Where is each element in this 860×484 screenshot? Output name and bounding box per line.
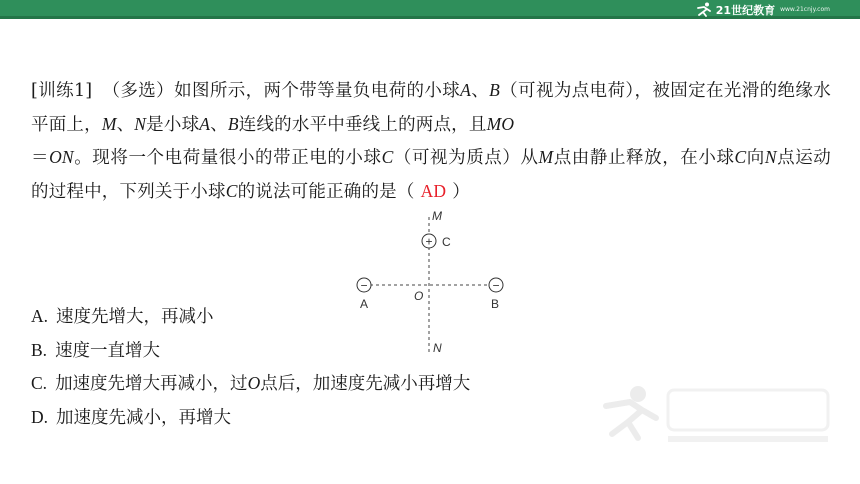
exercise-tag: [训练1]	[31, 81, 93, 101]
option-letter: A.	[31, 306, 49, 326]
var-N: N	[134, 113, 147, 134]
question-text: 的说法可能正确的是（	[237, 181, 415, 202]
runner-logo-icon	[695, 2, 713, 17]
var-B: B	[489, 80, 500, 100]
var-C: C	[225, 180, 238, 201]
question-text: 点由静止释放，在小球	[553, 148, 735, 168]
brand-watermark	[598, 380, 833, 450]
var-M: M	[538, 147, 554, 167]
var-M: M	[101, 113, 117, 134]
var-C: C	[734, 147, 747, 167]
plus-sign: +	[425, 234, 433, 249]
question-text: 连线的水平中垂线上的两点，且	[238, 114, 487, 135]
brand-logo	[695, 1, 830, 18]
question-type: （多选）	[102, 81, 175, 101]
option-letter: B.	[31, 339, 48, 360]
watermark-wordmark-box	[668, 390, 828, 430]
question-text: ）	[452, 181, 470, 202]
minus-sign: −	[492, 278, 500, 293]
var-N: N	[764, 147, 777, 167]
label-O: O	[414, 289, 424, 303]
question-text: （可视为点电荷），被固定在光滑的绝缘水平面上，	[31, 81, 831, 135]
option-list	[31, 300, 470, 434]
option-text: 加速度先减小，再增大	[56, 407, 232, 428]
option-b	[31, 334, 470, 368]
minus-sign: −	[360, 278, 368, 293]
var-B: B	[227, 113, 239, 134]
option-text: 速度先增大，再减小	[56, 307, 214, 327]
option-d	[31, 401, 470, 435]
question-text: 、	[116, 114, 135, 135]
question-text: 、	[210, 114, 228, 135]
question-text: （可视为质点）从	[393, 148, 539, 168]
option-letter: D.	[31, 406, 49, 427]
question-text: 。现将一个电荷量很小的带正电的小球	[73, 148, 382, 168]
question-text: 是小球	[146, 114, 200, 135]
label-M: M	[432, 209, 442, 223]
label-B: B	[491, 297, 500, 311]
question-text: 如图所示，两个带等量负电荷的小球	[174, 81, 461, 101]
var-O: O	[247, 373, 261, 393]
header-bar	[0, 0, 860, 19]
option-text: 加速度先增大再减小，过	[55, 374, 248, 394]
var-MO: MO	[486, 113, 515, 134]
var-A: A	[199, 113, 211, 134]
question-text: 、	[471, 81, 490, 101]
answer-text: AD	[420, 180, 447, 201]
logo-domain: www.21cnjy.com	[780, 6, 830, 13]
label-N: N	[433, 341, 442, 355]
question-stem	[31, 74, 831, 208]
watermark-domain-strip	[668, 436, 828, 442]
var-ON: ON	[49, 147, 74, 167]
var-C: C	[381, 147, 394, 167]
option-text: 点后，加速度先减小再增大	[260, 374, 471, 394]
label-C: C	[442, 235, 451, 249]
question-text: ＝	[31, 148, 50, 168]
label-A: A	[360, 297, 369, 311]
var-A: A	[460, 80, 472, 100]
question-text: 向	[746, 148, 765, 168]
option-a	[31, 300, 470, 334]
option-text: 速度一直增大	[55, 340, 161, 361]
option-c	[31, 367, 470, 401]
option-letter: C.	[31, 373, 48, 393]
watermark-runner-icon	[630, 386, 646, 402]
logo-text: 21世纪教育	[715, 3, 776, 17]
question-text: 点运动的过程中，下列关于小球	[31, 148, 831, 202]
